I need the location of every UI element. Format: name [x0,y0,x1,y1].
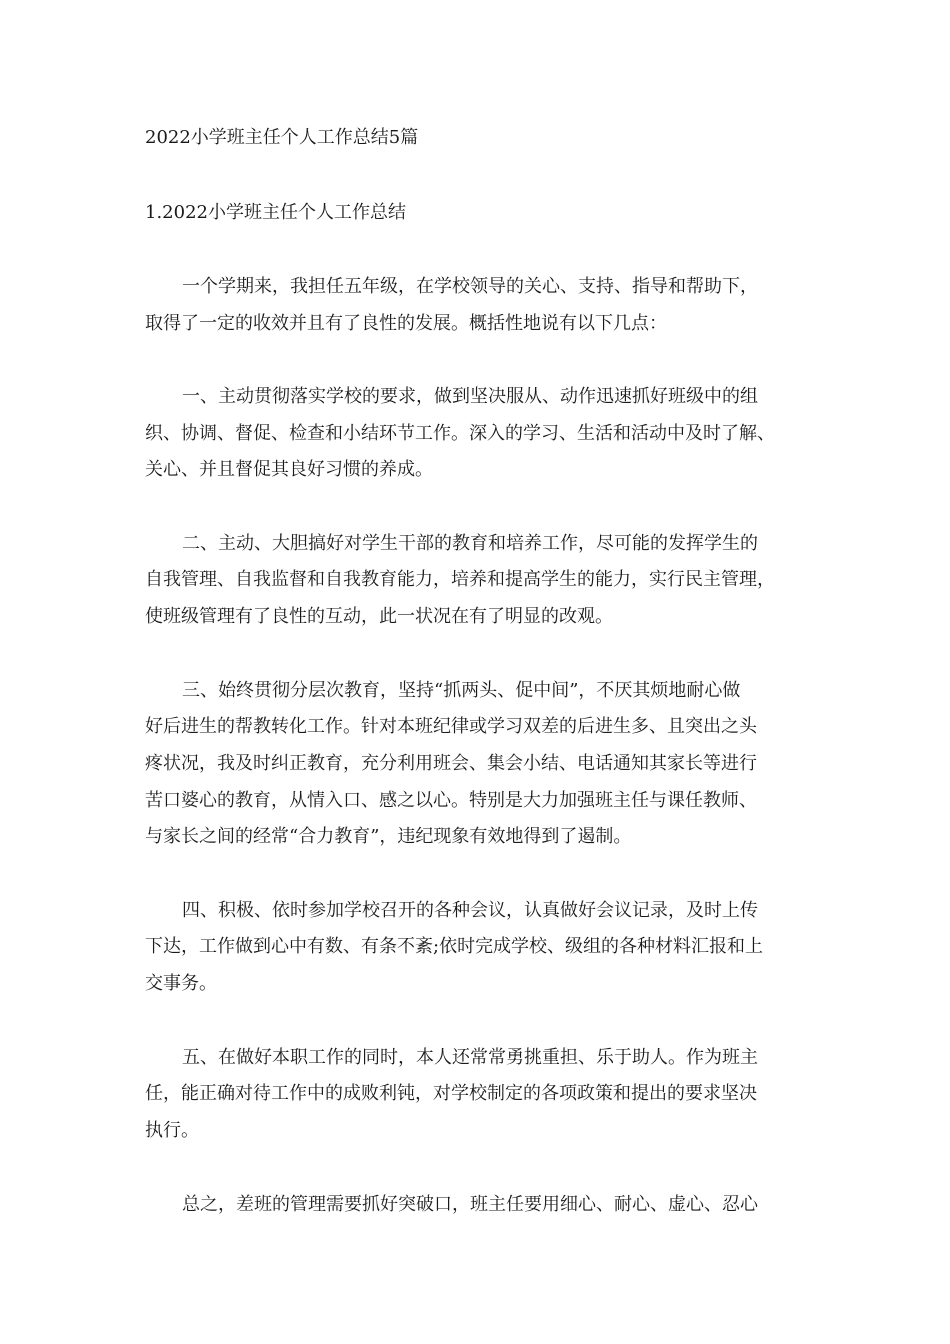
section-heading: 1.2022小学班主任个人工作总结 [145,202,406,223]
paragraph-line: 任，能正确对待工作中的成败利钝，对学校制定的各项政策和提出的要求坚决 [145,1083,757,1104]
paragraph-line: 好后进生的帮教转化工作。针对本班纪律或学习双差的后进生多、且突出之头 [145,716,757,737]
paragraph-line: 执行。 [145,1120,199,1141]
paragraph-line: 总之，差班的管理需要抓好突破口，班主任要用细心、耐心、虚心、忍心 [182,1194,758,1215]
document-title: 2022小学班主任个人工作总结5篇 [145,127,419,148]
paragraph-line: 一个学期来，我担任五年级，在学校领导的关心、支持、指导和帮助下， [182,276,758,297]
paragraph-line: 五、在做好本职工作的同时，本人还常常勇挑重担、乐于助人。作为班主 [182,1047,758,1068]
paragraph-line: 使班级管理有了良性的互动，此一状况在有了明显的改观。 [145,606,613,627]
paragraph-line: 与家长之间的经常“合力教育”，违纪现象有效地得到了遏制。 [145,826,632,847]
paragraph-line: 交事务。 [145,973,217,994]
paragraph-line: 二、主动、大胆搞好对学生干部的教育和培养工作，尽可能的发挥学生的 [182,533,758,554]
paragraph-line: 下达，工作做到心中有数、有条不紊;依时完成学校、级组的各种材料汇报和上 [145,936,764,957]
paragraph-line: 自我管理、自我监督和自我教育能力，培养和提高学生的能力，实行民主管理， [145,569,775,590]
paragraph-line: 织、协调、督促、检查和小结环节工作。深入的学习、生活和活动中及时了解、 [145,423,775,444]
paragraph-line: 疼状况，我及时纠正教育，充分利用班会、集会小结、电话通知其家长等进行 [145,753,757,774]
paragraph-line: 关心、并且督促其良好习惯的养成。 [145,459,433,480]
paragraph-line: 三、始终贯彻分层次教育，坚持“抓两头、促中间”，不厌其烦地耐心做 [182,680,741,701]
paragraph-line: 苦口婆心的教育，从情入口、感之以心。特别是大力加强班主任与课任教师、 [145,790,757,811]
paragraph-line: 取得了一定的收效并且有了良性的发展。概括性地说有以下几点： [145,313,667,334]
paragraph-line: 一、主动贯彻落实学校的要求，做到坚决服从、动作迅速抓好班级中的组 [182,386,758,407]
paragraph-line: 四、积极、依时参加学校召开的各种会议，认真做好会议记录，及时上传 [182,900,758,921]
